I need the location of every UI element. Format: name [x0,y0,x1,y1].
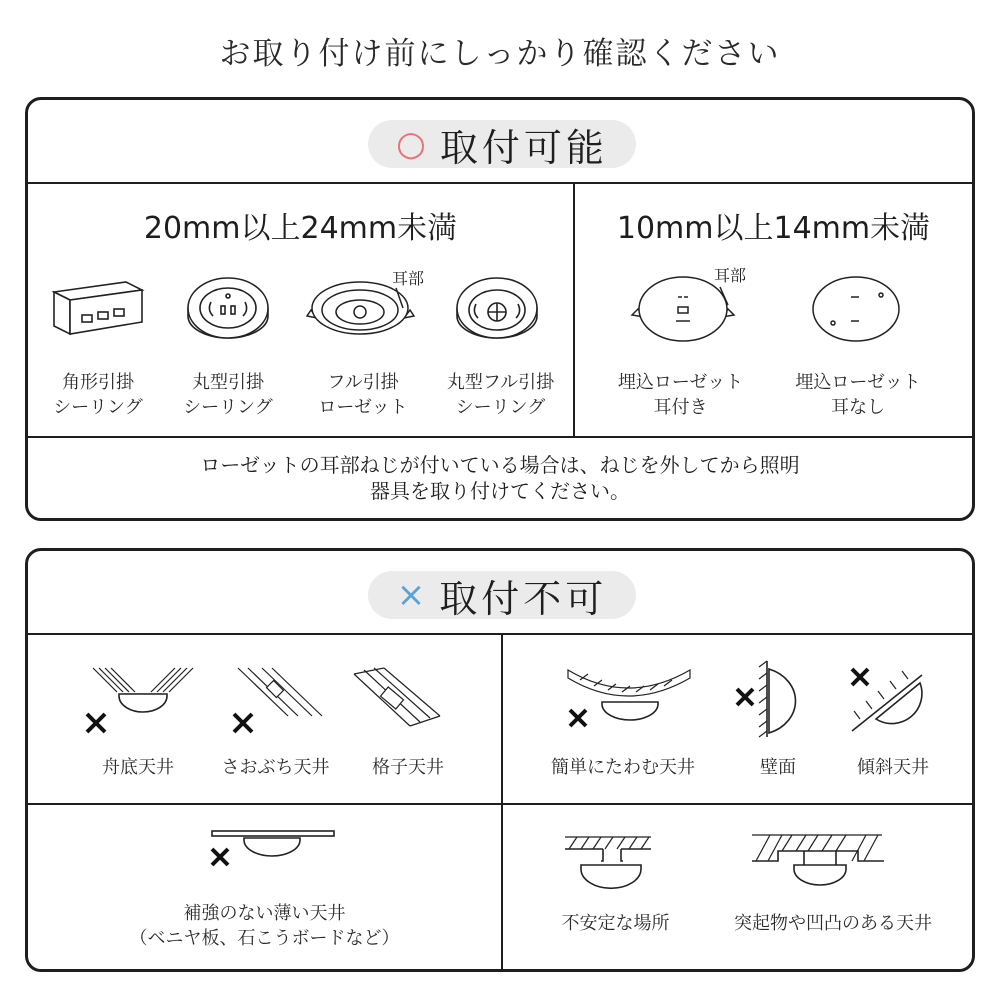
list-item: 格子天井 [372,757,444,778]
list-item: 角形引掛 シーリング [53,372,143,418]
sagging-ceiling-icon [566,666,696,736]
square-ceiling-rosette-icon [48,268,148,338]
list-item: 舟底天井 [102,757,174,778]
list-item: 傾斜天井 [857,757,929,778]
list-item: 埋込ローゼット 耳なし [795,372,921,418]
unstable-place-icon [563,835,663,900]
list-item: 丸型フル引掛 シーリング [446,372,555,418]
ear-label: 耳部 [392,269,425,288]
list-item: 埋込ローゼット 耳付き [617,372,744,418]
installable-panel [25,97,975,521]
divider [28,182,972,184]
ear-label: 耳部 [714,266,747,285]
installable-heading-pill [368,120,636,168]
divider [28,436,972,438]
list-item: 簡単にたわむ天井 [551,757,695,778]
list-item: 丸型引掛 シーリング [183,372,273,418]
embedded-rosette-with-ears-icon [628,275,738,345]
right-subheading: 10mm以上14mm未満 [616,211,931,246]
uneven-ceiling-icon [748,831,888,901]
circle-icon: ○ [396,124,426,164]
not-installable-panel [25,548,975,972]
page-title: お取り付け前にしっかり確認ください [219,36,781,72]
sloped-ceiling-icon [846,663,936,738]
list-item: フル引掛 ローゼット [318,372,408,418]
saobuchi-ceiling-icon [228,666,328,736]
installation-note: ローゼットの耳部ねじが付いている場合は、ねじを外してから照明 器具を取り付けてください。 [200,453,800,503]
round-ceiling-rosette-icon [183,272,273,342]
divider [28,633,972,635]
list-item: 突起物や凹凸のある天井 [734,913,932,934]
lattice-ceiling-icon [350,666,450,736]
list-item: 壁面 [760,757,796,778]
full-rosette-icon [303,278,418,343]
wall-icon [733,659,823,739]
not-installable-heading: 取付不可 [439,576,608,621]
list-item: 不安定な場所 [561,913,670,934]
installable-heading: 取付可能 [439,125,608,170]
boat-bottom-ceiling-icon [83,666,203,736]
list-item: さおぶち天井 [221,757,330,778]
embedded-rosette-no-ears-icon [811,275,901,345]
list-item: 補強のない薄い天井 （ベニヤ板、石こうボードなど） [129,903,400,949]
round-full-ceiling-icon [452,272,542,342]
thin-ceiling-icon [208,829,338,879]
not-installable-heading-pill [368,571,636,619]
cross-icon: × [396,575,426,615]
left-subheading: 20mm以上24mm未満 [143,211,458,246]
divider [28,803,972,805]
